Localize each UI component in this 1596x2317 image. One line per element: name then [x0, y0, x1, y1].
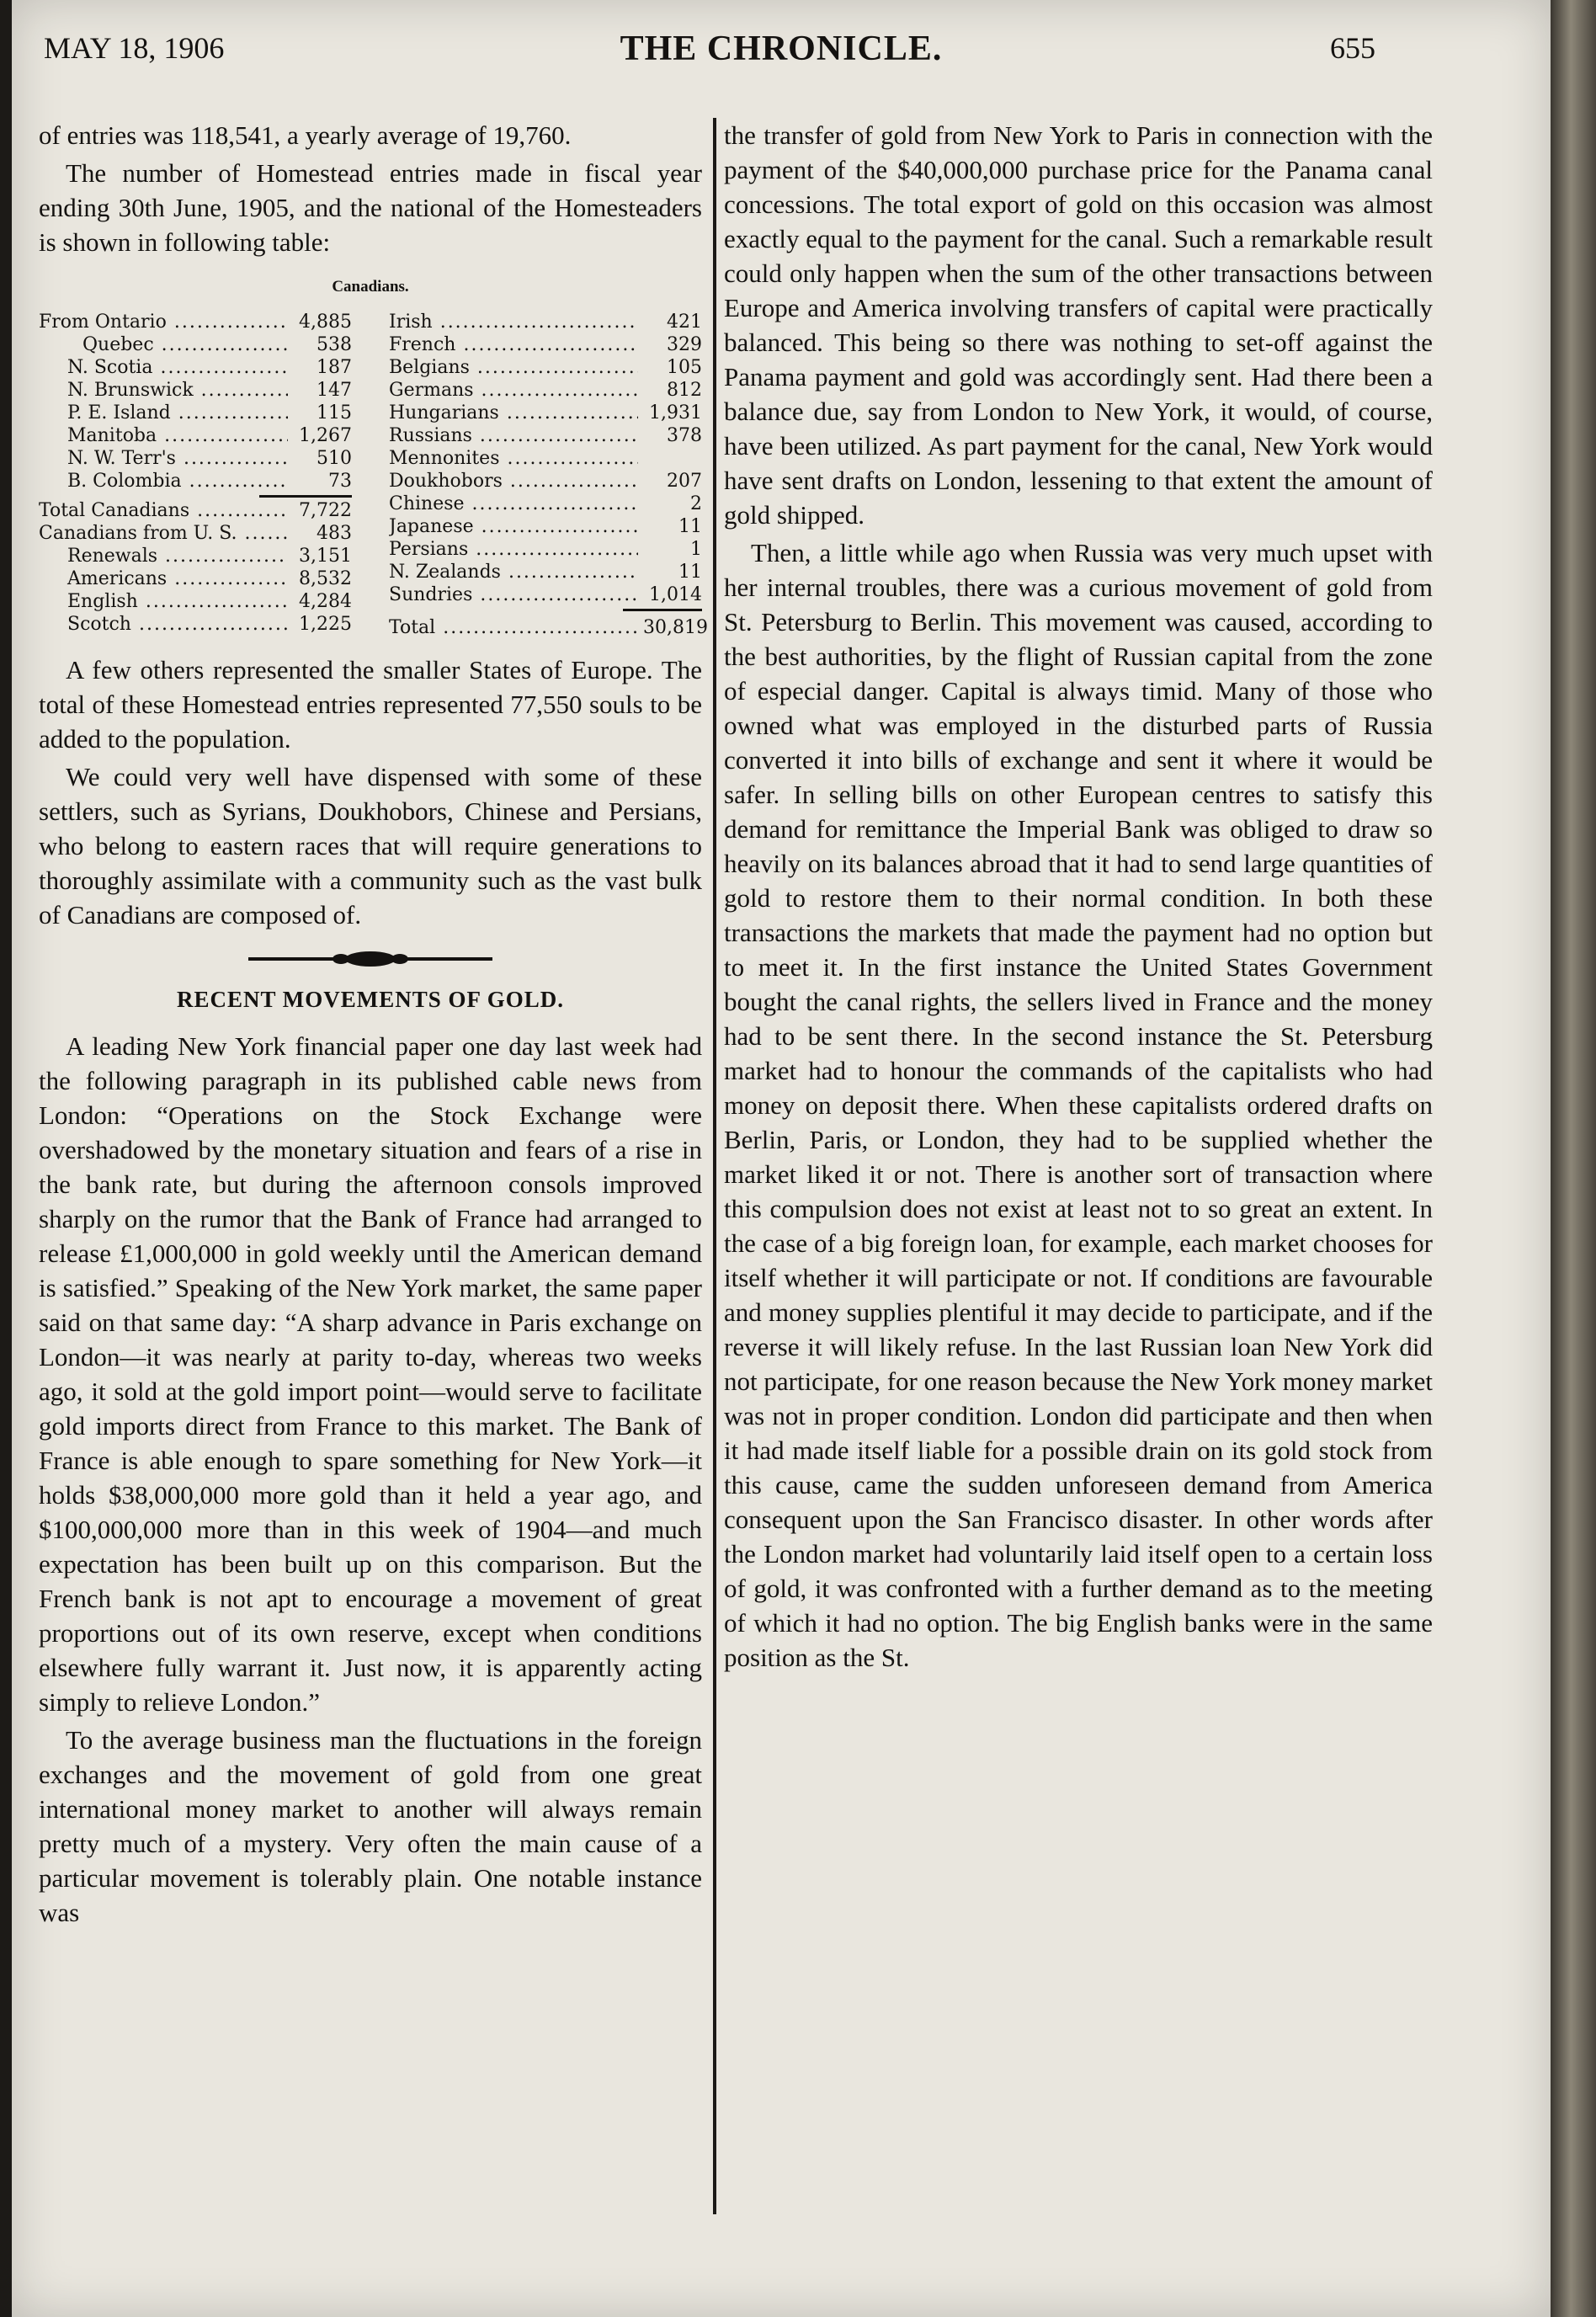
row-label: Chinese .....	[389, 493, 638, 515]
table-row	[389, 493, 702, 515]
book-binding-edge	[1551, 0, 1596, 2317]
total-rule	[623, 609, 702, 613]
row-label: Hungarians .....	[389, 402, 638, 424]
intro-paragraph: of entries was 118,541, a yearly average of 19,760.	[39, 120, 572, 150]
table-right-half	[389, 311, 708, 639]
row-label: Scotch .....	[39, 613, 288, 636]
table-row	[389, 470, 702, 493]
row-value: 510	[317, 448, 352, 469]
row-value: 11	[678, 562, 702, 583]
row-value: 2	[690, 493, 702, 514]
table-row	[389, 379, 702, 402]
table-intro-paragraph: The number of Homestead entries made in fiscal year ending 30th June, 1905, and the national of the Homesteaders is shown in following table:	[39, 158, 702, 257]
row-value: 1,267	[299, 425, 352, 446]
left-column	[39, 118, 708, 1930]
table-row	[39, 333, 352, 356]
paragraph: A few others represented the smaller States of Europe. The total of these Homestead entries represented 77,550 souls to be added to the population.	[39, 655, 702, 754]
table-row	[39, 379, 352, 402]
table-row	[389, 447, 702, 470]
table-row	[39, 567, 352, 590]
row-label: Sundries .....	[389, 583, 638, 606]
page-header	[12, 0, 1551, 101]
paragraph: Then, a little while ago when Russia was very much upset with her internal troubles, there was a curious movement of gold from St. Petersburg to Berlin. This movement was caused, according to the best authorities, by the flight of Russian capital from the zone of especial danger. Capital is always timid. Many of those who owned what was employed in the disturbed parts of Russia converted it into bills of exchange and sent it where it would be safer. In selling bills on other European centres to satisfy this demand for remittance the Imperial Bank was obliged to draw so heavily on its balances abroad that it had to send large quantities of gold to restore them to their normal condition. In both these transactions the markets that made the payment had no option but to meet it. In the first instance the United States Government bought the canal rights, the sellers lived in France and the money had to be sent there. In the second instance the St. Petersburg market had to honour the commands of the capitalists who had money on deposit there. When these capitalists ordered drafts on Berlin, Paris, or London, they had to be supplied whether the market liked it or not. There is another sort of transaction where this compulsion does not exist at least not to so great an extent. In the case of a big foreign loan, for example, each market chooses for itself whether it will participate or not. If conditions are favourable and money supplies plentiful it may decide to participate, and if the reverse it will likely refuse. In the last Russian loan New York did not participate, for one reason because the New York money market was not in proper condition. London did participate and then when it had made itself liable for a possible drain on its gold stock from this cause, came the sudden unforeseen demand from America consequent upon the San Francisco disaster. In other words after the London market had voluntarily laid itself open to a certain loss of gold, it was confronted with a further demand as to the meeting of which it had no option. The big English banks were in the same position as the St.	[724, 538, 1433, 1672]
row-value: 812	[667, 380, 702, 401]
row-value: 187	[317, 357, 352, 378]
row-label: P. E. Island .....	[39, 402, 288, 424]
table-row	[39, 470, 352, 493]
row-label: Persians .....	[389, 538, 638, 561]
table-row	[39, 545, 352, 567]
table-row	[39, 590, 352, 613]
row-value: 1	[690, 539, 702, 560]
table-row	[39, 424, 352, 447]
row-value: 3,151	[299, 546, 352, 567]
row-label: Japanese .....	[389, 515, 638, 538]
row-label: Renewals .....	[39, 545, 288, 567]
table-row	[389, 515, 702, 538]
row-value	[638, 447, 702, 470]
row-label: B. Colombia .....	[39, 470, 288, 493]
row-value: 378	[667, 425, 702, 446]
table-row	[39, 613, 352, 636]
table-row	[39, 356, 352, 379]
row-value: 11	[678, 516, 702, 537]
table-row	[389, 583, 702, 606]
paragraph: A leading New York financial paper one day last week had the following paragraph in its published cable news from London: “Operations on the Stock Exchange were overshadowed by the monetary situation and fears of a rise in the bank rate, but during the afternoon consols improved sharply on the rumor that the Bank of France had arranged to release £1,000,000 in gold weekly until the American demand is satisfied.” Speaking of the New York market, the same paper said on that same day: “A sharp advance in Paris exchange on London—it was nearly at parity to-day, whereas two weeks ago, it sold at the gold import point—would serve to facilitate gold imports direct from France to this market. The Bank of France is able enough to spare something for New York—it holds $38,000,000 more gold than it held a year ago, and $100,000,000 more than in this week of 1904—and much expectation has been built up on this comparison. But the French bank is not apt to encourage a movement of great proportions out of its own reserve, except when conditions elsewhere fully warrant it. Just now, it is apparently acting simply to relieve London.”	[39, 1031, 702, 1717]
row-label: English .....	[39, 590, 288, 613]
header-date: MAY 18, 1906	[44, 31, 225, 65]
row-label: French .....	[389, 333, 638, 356]
newspaper-title: THE CHRONICLE.	[620, 29, 943, 68]
row-label: Americans .....	[39, 567, 288, 590]
table-row	[39, 522, 352, 545]
page-number: 655	[1330, 31, 1375, 65]
table-row	[389, 333, 702, 356]
row-value: 30,819	[643, 617, 708, 638]
paragraph: the transfer of gold from New York to Paris in connection with the payment of the $40,000,000 purchase price for the Panama canal concessions. The total export of gold on this occasion was almost exactly equal to the payment for the canal. Such a remarkable result could only happen when the sum of the other transactions between Europe and America involving transfers of capital were practically balanced. This being so there was nothing to set-off against the Panama payment and gold was accordingly sent. Had there been a balance due, say from London to New York, it would, of course, have been utilized. As part payment for the canal, New York would have sent drafts on London, lessening to that extent the amount of gold shipped.	[724, 120, 1433, 530]
row-label: Russians .....	[389, 424, 638, 447]
row-value: 207	[667, 471, 702, 492]
table-caption: Canadians.	[332, 278, 409, 296]
table-total-row	[389, 616, 708, 639]
row-value: 147	[317, 380, 352, 401]
homestead-nationality-table	[39, 311, 708, 639]
section-ornament	[39, 951, 702, 967]
row-label: N. Zealands .....	[389, 561, 638, 583]
row-value: 115	[317, 402, 352, 423]
row-value: 73	[328, 471, 352, 492]
table-row	[39, 311, 352, 333]
row-label: Total .....	[389, 616, 638, 639]
paragraph: We could very well have dispensed with some of these settlers, such as Syrians, Doukhobors, Chinese and Persians, who belong to eastern races that will require generations to thoroughly assimilate with a community such as the vast bulk of Canadians are composed of.	[39, 762, 702, 929]
table-row	[389, 356, 702, 379]
row-value: 105	[667, 357, 702, 378]
row-value: 4,885	[299, 312, 352, 333]
row-label: From Ontario .....	[39, 311, 288, 333]
newspaper-page	[12, 0, 1551, 2317]
table-row	[389, 424, 702, 447]
table-row	[389, 538, 702, 561]
row-label: Belgians .....	[389, 356, 638, 379]
table-row	[389, 402, 702, 424]
article-heading: RECENT MOVEMENTS OF GOLD.	[176, 987, 565, 1012]
row-label: Germans .....	[389, 379, 638, 402]
row-label: Canadians from U. S. .....	[39, 522, 288, 545]
row-label: Total Canadians .....	[39, 499, 288, 522]
table-left-half	[39, 311, 352, 639]
paragraph: To the average business man the fluctuations in the foreign exchanges and the movement of gold from one great international money market to another will always remain pretty much of a mystery. Very often the main cause of a particular movement is tolerably plain. One notable instance was	[39, 1725, 702, 1927]
table-row	[389, 311, 702, 333]
row-value: 329	[667, 334, 702, 355]
column-rule	[713, 118, 716, 2214]
row-label: Manitoba .....	[39, 424, 288, 447]
row-label: Doukhobors .....	[389, 470, 638, 493]
row-value: 538	[317, 334, 352, 355]
table-row	[39, 447, 352, 470]
table-row	[389, 561, 702, 583]
row-value: 1,014	[649, 584, 702, 605]
row-label: Irish .....	[389, 311, 638, 333]
row-value: 8,532	[299, 568, 352, 589]
row-label: N. Scotia .....	[39, 356, 288, 379]
row-value: 421	[667, 312, 702, 333]
row-value: 7,722	[299, 500, 352, 521]
table-row	[39, 499, 352, 522]
row-value: 1,931	[649, 402, 702, 423]
right-column	[724, 118, 1433, 1675]
row-label: N. Brunswick .....	[39, 379, 288, 402]
row-label: N. W. Terr's .....	[39, 447, 288, 470]
row-label: Mennonites .....	[389, 447, 638, 470]
row-value: 1,225	[299, 614, 352, 635]
row-value: 483	[317, 523, 352, 544]
row-value: 4,284	[299, 591, 352, 612]
row-label: Quebec .....	[39, 333, 288, 356]
table-row	[39, 402, 352, 424]
